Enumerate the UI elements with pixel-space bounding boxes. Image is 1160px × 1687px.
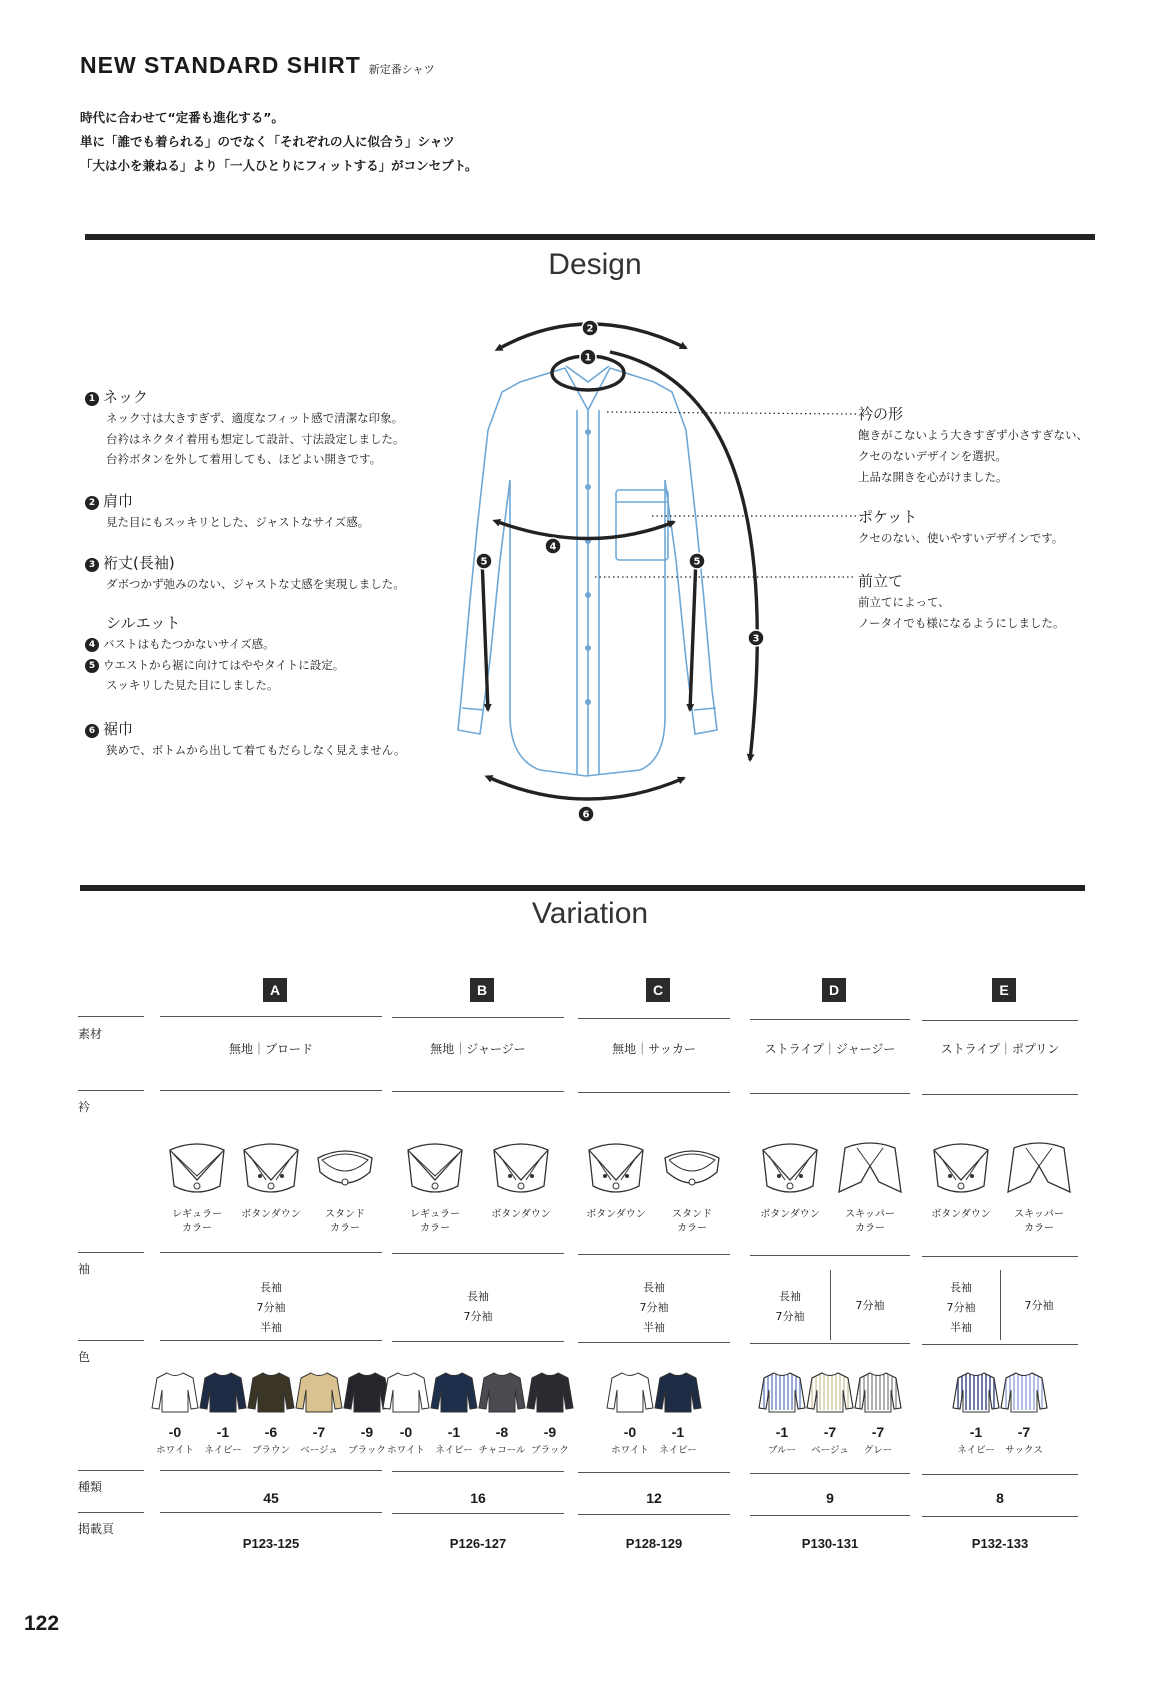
collar-label-line: スタンド (672, 1209, 712, 1220)
collar-label-line: スタンド (325, 1209, 365, 1220)
color-code: -1 (447, 1424, 461, 1440)
sleeve-separator (1000, 1270, 1001, 1340)
row-divider (578, 1092, 730, 1093)
collar-label-line: カラー (1024, 1223, 1054, 1234)
feature-text: スッキリした見た目にしました。 (106, 678, 279, 692)
collar-label-line: レギュラー (410, 1209, 460, 1220)
row-label-count: 種類 (78, 1480, 103, 1494)
intro-line: 単に「誰でも着られる」のでなく「それぞれの人に似合う」シャツ (80, 134, 455, 149)
row-divider (392, 1091, 564, 1092)
row-divider (922, 1474, 1078, 1475)
color-code: -7 (871, 1424, 885, 1440)
collar-label-line: ボタンダウン (491, 1209, 551, 1220)
row-divider (922, 1020, 1078, 1021)
collar-label (478, 1208, 564, 1222)
sleeve-option: 半袖 (260, 1321, 282, 1334)
color-code: -9 (543, 1424, 557, 1440)
row-divider (78, 1090, 144, 1091)
page-reference: P123-125 (242, 1536, 300, 1551)
shirt-diagram (440, 300, 860, 835)
variation-count: 12 (646, 1490, 662, 1506)
row-divider (160, 1016, 382, 1017)
variation-count: 9 (826, 1490, 834, 1506)
sleeve-option: 7分袖 (946, 1301, 976, 1314)
row-divider (578, 1342, 730, 1343)
collar-label-line: レギュラー (172, 1209, 222, 1220)
feature-placket (858, 570, 1064, 634)
feature-text: バストはもたつかないサイズ感。 (103, 637, 275, 651)
diagram-number-badge (582, 320, 598, 336)
row-divider (750, 1343, 910, 1344)
collar-label-line: カラー (182, 1223, 212, 1234)
color-swatch-shirt (652, 1370, 704, 1414)
row-divider (750, 1093, 910, 1094)
row-label-color: 色 (78, 1350, 91, 1364)
intro-text (80, 106, 478, 178)
color-code: -7 (312, 1424, 326, 1440)
collar-label-line: ボタンダウン (760, 1209, 820, 1220)
diagram-number-badge (476, 553, 492, 569)
feature-text: 前立てによって、 (858, 595, 950, 609)
color-name: ブルー (767, 1445, 797, 1456)
design-divider (85, 234, 1095, 240)
diagram-number-badge (580, 349, 596, 365)
variation-count: 45 (263, 1490, 279, 1506)
row-divider (578, 1254, 730, 1255)
row-divider (160, 1470, 382, 1471)
color-swatch-shirt (293, 1370, 345, 1414)
collar-label (830, 1208, 910, 1236)
collar-label (234, 1208, 308, 1222)
collar-label-line: ボタンダウン (586, 1209, 646, 1220)
collar-label-line: スキッパー (1014, 1209, 1064, 1220)
material-text: ストライプ｜ジャージー (764, 1042, 896, 1056)
intro-line: 時代に合わせて“定番も進化する”。 (80, 110, 284, 125)
row-divider (78, 1512, 144, 1513)
sleeve-option: 半袖 (643, 1321, 665, 1334)
sleeve-options (922, 1278, 1000, 1338)
callout-lines (595, 412, 856, 577)
collar-label (654, 1208, 730, 1236)
row-divider (160, 1252, 382, 1253)
sleeve-option: 7分袖 (463, 1310, 493, 1323)
feature-neck (85, 386, 405, 470)
row-divider (392, 1253, 564, 1254)
diagram-number-badge (689, 553, 705, 569)
feature-sleeve-length (85, 552, 405, 595)
row-divider (78, 1252, 144, 1253)
sleeve-option: 長袖 (643, 1281, 665, 1294)
collar-label-line: スキッパー (845, 1209, 895, 1220)
collar-skipper-icon (1004, 1136, 1074, 1198)
color-swatch-shirt (950, 1370, 1002, 1414)
diagram-number-badge (748, 630, 764, 646)
color-name: ブラック (531, 1445, 569, 1456)
feature-title: シルエット (106, 614, 181, 632)
sleeve-options (578, 1278, 730, 1338)
collar-buttondown-icon (236, 1136, 306, 1198)
sleeve-option: 7分袖 (855, 1299, 885, 1312)
feature-text: クセのない、使いやすいデザインです。 (858, 531, 1064, 545)
material-text: 無地｜サッカー (612, 1042, 696, 1056)
page-reference: P128-129 (625, 1536, 683, 1551)
row-divider (578, 1472, 730, 1473)
variation-count: 8 (996, 1490, 1004, 1506)
color-swatch-shirt (852, 1370, 904, 1414)
collar-buttondown-icon (926, 1136, 996, 1198)
row-divider (160, 1090, 382, 1091)
number-badge: 2 (85, 496, 99, 510)
sleeve-separator (830, 1270, 831, 1340)
color-code: -6 (264, 1424, 278, 1440)
feature-title: 裾巾 (103, 720, 134, 738)
color-swatch-shirt (428, 1370, 480, 1414)
feature-shoulder (85, 490, 369, 533)
column-badge-c: C (646, 978, 670, 1002)
row-divider (78, 1340, 144, 1341)
intro-line: 「大は小を兼ねる」より「一人ひとりにフィットする」がコンセプト。 (80, 158, 478, 173)
column-badge-d: D (822, 978, 846, 1002)
color-code: -8 (495, 1424, 509, 1440)
number-badge: 5 (85, 659, 99, 673)
feature-title: 前立て (858, 572, 904, 590)
sleeve-options (160, 1278, 382, 1338)
color-name: チャコール (478, 1445, 526, 1456)
page-reference: P126-127 (449, 1536, 507, 1551)
collar-label-line: カラー (855, 1223, 885, 1234)
feature-text: ネック寸は大きすぎず、適度なフィット感で清潔な印象。 (106, 411, 404, 425)
feature-text: ノータイでも様になるようにしました。 (858, 616, 1065, 630)
row-divider (78, 1470, 144, 1471)
feature-title: ポケット (858, 508, 918, 526)
color-swatch-shirt (245, 1370, 297, 1414)
page-title: NEW STANDARD SHIRT 新定番シャツ (80, 52, 435, 78)
row-label-material: 素材 (78, 1027, 103, 1041)
color-code: -9 (360, 1424, 374, 1440)
sleeve-option: 長袖 (779, 1290, 801, 1303)
color-name: サックス (1005, 1445, 1043, 1456)
row-label-collar: 衿 (78, 1100, 91, 1114)
svg-text:2: 2 (586, 323, 594, 335)
collar-buttondown-icon (486, 1136, 556, 1198)
page-reference: P130-131 (801, 1536, 859, 1551)
color-name: ネイビー (957, 1445, 995, 1456)
row-divider (922, 1516, 1078, 1517)
color-swatch-shirt (197, 1370, 249, 1414)
color-swatch-shirt (149, 1370, 201, 1414)
collar-skipper-icon (835, 1136, 905, 1198)
collar-buttondown-icon (755, 1136, 825, 1198)
color-name: ネイビー (435, 1445, 473, 1456)
color-swatch-shirt (756, 1370, 808, 1414)
row-divider (750, 1255, 910, 1256)
row-divider (750, 1019, 910, 1020)
row-divider (750, 1473, 910, 1474)
color-swatch-shirt (476, 1370, 528, 1414)
color-name: ネイビー (659, 1445, 697, 1456)
svg-text:3: 3 (752, 633, 760, 645)
row-divider (922, 1344, 1078, 1345)
color-name: ネイビー (204, 1445, 242, 1456)
number-badge: 6 (85, 724, 99, 738)
collar-label-line: ボタンダウン (241, 1209, 301, 1220)
material-text: 無地｜ブロード (228, 1042, 313, 1056)
collar-label (750, 1208, 830, 1222)
variation-count: 16 (470, 1490, 486, 1506)
sleeve-options (830, 1296, 910, 1316)
svg-text:4: 4 (549, 541, 557, 553)
row-divider (922, 1256, 1078, 1257)
row-divider (922, 1094, 1078, 1095)
material-text: ストライプ｜ポプリン (940, 1042, 1060, 1056)
row-label-sleeve: 袖 (78, 1262, 91, 1276)
column-badge-a: A (263, 978, 287, 1002)
color-code: -1 (775, 1424, 789, 1440)
collar-regular-icon (162, 1136, 232, 1198)
color-swatch-shirt (604, 1370, 656, 1414)
row-divider (392, 1341, 564, 1342)
svg-text:1: 1 (584, 352, 592, 364)
collar-label-line: カラー (677, 1223, 707, 1234)
feature-text: ダボつかず弛みのない、ジャストな丈感を実現しました。 (106, 577, 405, 591)
diagram-number-badge (578, 806, 594, 822)
color-code: -1 (671, 1424, 685, 1440)
color-name: ホワイト (387, 1445, 425, 1456)
color-code: -7 (1017, 1424, 1031, 1440)
feature-text: 台衿はネクタイ着用も想定して設計、寸法設定しました。 (106, 431, 405, 446)
color-name: ベージュ (811, 1445, 849, 1456)
collar-label-line: ボタンダウン (931, 1209, 991, 1220)
sleeve-option: 7分袖 (256, 1301, 286, 1314)
color-code: -0 (168, 1424, 182, 1440)
number-badge: 1 (85, 392, 99, 406)
row-divider (392, 1017, 564, 1018)
feature-pocket (858, 506, 1063, 549)
sleeve-option: 長袖 (260, 1281, 282, 1294)
color-name: ホワイト (156, 1445, 194, 1456)
material-text: 無地｜ジャージー (430, 1042, 526, 1056)
color-swatch-shirt (998, 1370, 1050, 1414)
collar-regular-icon (400, 1136, 470, 1198)
page-subtitle: 新定番シャツ (368, 64, 435, 76)
sleeve-option: 長袖 (467, 1290, 489, 1303)
feature-text: クセのないデザインを選択。 (858, 449, 1007, 463)
color-name: ホワイト (611, 1445, 649, 1456)
row-divider (160, 1512, 382, 1513)
sleeve-option: 半袖 (950, 1321, 972, 1334)
variation-heading: Variation (531, 897, 649, 930)
collar-label (1000, 1208, 1078, 1236)
color-swatch-shirt (524, 1370, 576, 1414)
collar-label-line: カラー (420, 1223, 450, 1234)
feature-collar-shape (858, 403, 1088, 488)
feature-title: ネック (103, 388, 149, 406)
number-badge: 4 (85, 638, 99, 652)
collar-label-line: カラー (330, 1223, 360, 1234)
collar-label (578, 1208, 654, 1222)
sleeve-options (1000, 1296, 1078, 1316)
sleeve-options (750, 1287, 830, 1327)
page-reference: P132-133 (971, 1536, 1029, 1551)
feature-title: 肩巾 (103, 492, 134, 510)
color-name: グレー (863, 1445, 893, 1456)
collar-label (160, 1208, 234, 1236)
svg-text:5: 5 (480, 556, 488, 568)
color-code: -0 (399, 1424, 413, 1440)
number-badge: 3 (85, 558, 99, 572)
sleeve-option: 7分袖 (775, 1310, 805, 1323)
collar-stand-icon (657, 1136, 727, 1198)
svg-text:5: 5 (693, 556, 701, 568)
sleeve-options (392, 1287, 564, 1327)
column-badge-e: E (992, 978, 1016, 1002)
color-swatch-shirt (804, 1370, 856, 1414)
color-code: -0 (623, 1424, 637, 1440)
column-badge-b: B (470, 978, 494, 1002)
diagram-number-badge (545, 538, 561, 554)
row-divider (578, 1514, 730, 1515)
collar-label (308, 1208, 382, 1236)
row-divider (160, 1340, 382, 1341)
collar-buttondown-icon (581, 1136, 651, 1198)
feature-text: 上品な開きを心がけました。 (858, 470, 1008, 484)
row-divider (392, 1471, 564, 1472)
shirt-outline (458, 366, 717, 776)
color-code: -1 (216, 1424, 230, 1440)
collar-label (922, 1208, 1000, 1222)
collar-stand-icon (310, 1136, 380, 1198)
feature-hem (85, 718, 405, 761)
variation-divider (80, 885, 1085, 891)
svg-text:6: 6 (582, 809, 590, 821)
feature-text: 見た目にもスッキリとした、ジャストなサイズ感。 (106, 515, 370, 529)
sleeve-option: 7分袖 (639, 1301, 669, 1314)
color-code: -1 (969, 1424, 983, 1440)
row-divider (78, 1016, 144, 1017)
feature-text: ウエストから裾に向けてはややタイトに設定。 (103, 657, 345, 672)
sleeve-option: 長袖 (950, 1281, 972, 1294)
row-label-page: 掲載頁 (78, 1522, 115, 1536)
design-heading: Design (548, 248, 642, 281)
sleeve-option: 7分袖 (1024, 1299, 1054, 1312)
feature-text: 台衿ボタンを外して着用しても、ほどよい開きです。 (106, 452, 382, 466)
color-name: ブラウン (251, 1445, 290, 1456)
color-swatch-shirt (380, 1370, 432, 1414)
feature-text: 飽きがこないよう大きすぎず小さすぎない、 (858, 428, 1088, 442)
row-divider (392, 1513, 564, 1514)
color-name: ベージュ (300, 1445, 338, 1456)
feature-silhouette (85, 612, 344, 696)
page-number: 122 (24, 1612, 60, 1635)
row-divider (578, 1018, 730, 1019)
collar-label (392, 1208, 478, 1236)
feature-text: 狭めで、ボトムから出して着てもだらしなく見えません。 (106, 743, 406, 757)
color-name: ブラック (348, 1445, 386, 1456)
feature-title: 裄丈(長袖) (103, 554, 175, 572)
feature-title: 衿の形 (858, 405, 904, 423)
row-divider (750, 1515, 910, 1516)
color-code: -7 (823, 1424, 837, 1440)
